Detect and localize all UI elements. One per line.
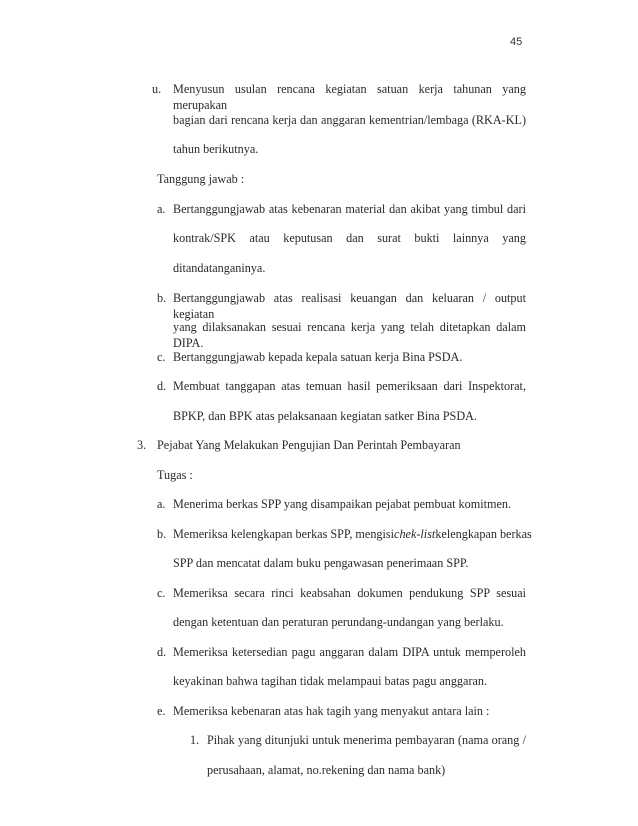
paragraph-line: Memeriksa secara rinci keabsahan dokumen pendukung SPP sesuai xyxy=(173,586,526,600)
section-title: Pejabat Yang Melakukan Pengujian Dan Perintah Pembayaran xyxy=(157,438,461,452)
paragraph-line: Memeriksa ketersedian pagu anggaran dalam DIPA untuk memperoleh xyxy=(173,645,526,659)
paragraph-line: dengan ketentuan dan peraturan perundang-undangan yang berlaku. xyxy=(173,615,504,629)
paragraph-line: Membuat tanggapan atas temuan hasil pemeriksaan dari Inspektorat, xyxy=(173,379,526,393)
list-marker: b. xyxy=(157,291,167,305)
paragraph-line: Memeriksa kebenaran atas hak tagih yang menyakut antara lain : xyxy=(173,704,490,718)
list-marker: 1. xyxy=(190,733,200,747)
list-marker: a. xyxy=(157,497,166,511)
list-marker: c. xyxy=(157,350,166,364)
list-marker: u. xyxy=(152,82,162,96)
list-marker: d. xyxy=(157,379,167,393)
text-segment: kelengkapan berkas xyxy=(435,527,532,541)
paragraph-line xyxy=(173,81,526,113)
word: kontrak/SPK xyxy=(173,231,236,245)
list-marker: a. xyxy=(157,202,166,216)
list-marker: e. xyxy=(157,704,166,718)
paragraph-line xyxy=(173,526,532,542)
paragraph-line: BPKP, dan BPK atas pelaksanaan kegiatan satker Bina PSDA. xyxy=(173,409,477,423)
list-marker: b. xyxy=(157,527,167,541)
section-heading: Tugas : xyxy=(157,468,193,482)
word: atau xyxy=(249,231,270,245)
paragraph-line: perusahaan, alamat, no.rekening dan nama bank) xyxy=(207,763,446,777)
text-segment: Memeriksa kelengkapan berkas SPP, mengisi xyxy=(173,527,395,541)
section-number: 3. xyxy=(137,438,147,452)
paragraph-line: tahun berikutnya. xyxy=(173,142,259,156)
paragraph-line: SPP dan mencatat dalam buku pengawasan penerimaan SPP. xyxy=(173,556,469,570)
list-marker: c. xyxy=(157,586,166,600)
word: dan xyxy=(346,231,364,245)
text-segment-italic: chek-list xyxy=(394,527,436,541)
paragraph-line: Menerima berkas SPP yang disampaikan pejabat pembuat komitmen. xyxy=(173,497,512,511)
paragraph-line: Bertanggungjawab atas kebenaran material dan akibat yang timbul dari xyxy=(173,202,526,216)
paragraph-line: yang dilaksanakan sesuai rencana kerja yang telah ditetapkan dalam DIPA. xyxy=(173,320,526,350)
word: bukti xyxy=(414,231,440,245)
page-number: 45 xyxy=(510,36,523,48)
text-line: Menyusun usulan rencana kegiatan satuan kerja tahunan yang merupakan xyxy=(173,82,526,112)
paragraph-line: ditandatanganinya. xyxy=(173,261,266,275)
paragraph-line: Bertanggungjawab kepada kepala satuan kerja Bina PSDA. xyxy=(173,350,463,364)
paragraph-line: Bertanggungjawab atas realisasi keuangan dan keluaran / output kegiatan xyxy=(173,291,526,321)
paragraph-line: Pihak yang ditunjuki untuk menerima pembayaran (nama orang / xyxy=(207,733,526,747)
list-marker: d. xyxy=(157,645,167,659)
section-heading: Tanggung jawab : xyxy=(157,172,245,186)
word: yang xyxy=(502,231,526,245)
word: lainnya xyxy=(452,231,489,245)
word: surat xyxy=(377,231,401,245)
paragraph-line: keyakinan bahwa tagihan tidak melampaui batas pagu anggaran. xyxy=(173,674,488,688)
paragraph-line xyxy=(173,230,526,246)
paragraph-line: bagian dari rencana kerja dan anggaran kementrian/lembaga (RKA-KL) xyxy=(173,113,526,127)
word: keputusan xyxy=(283,231,333,245)
